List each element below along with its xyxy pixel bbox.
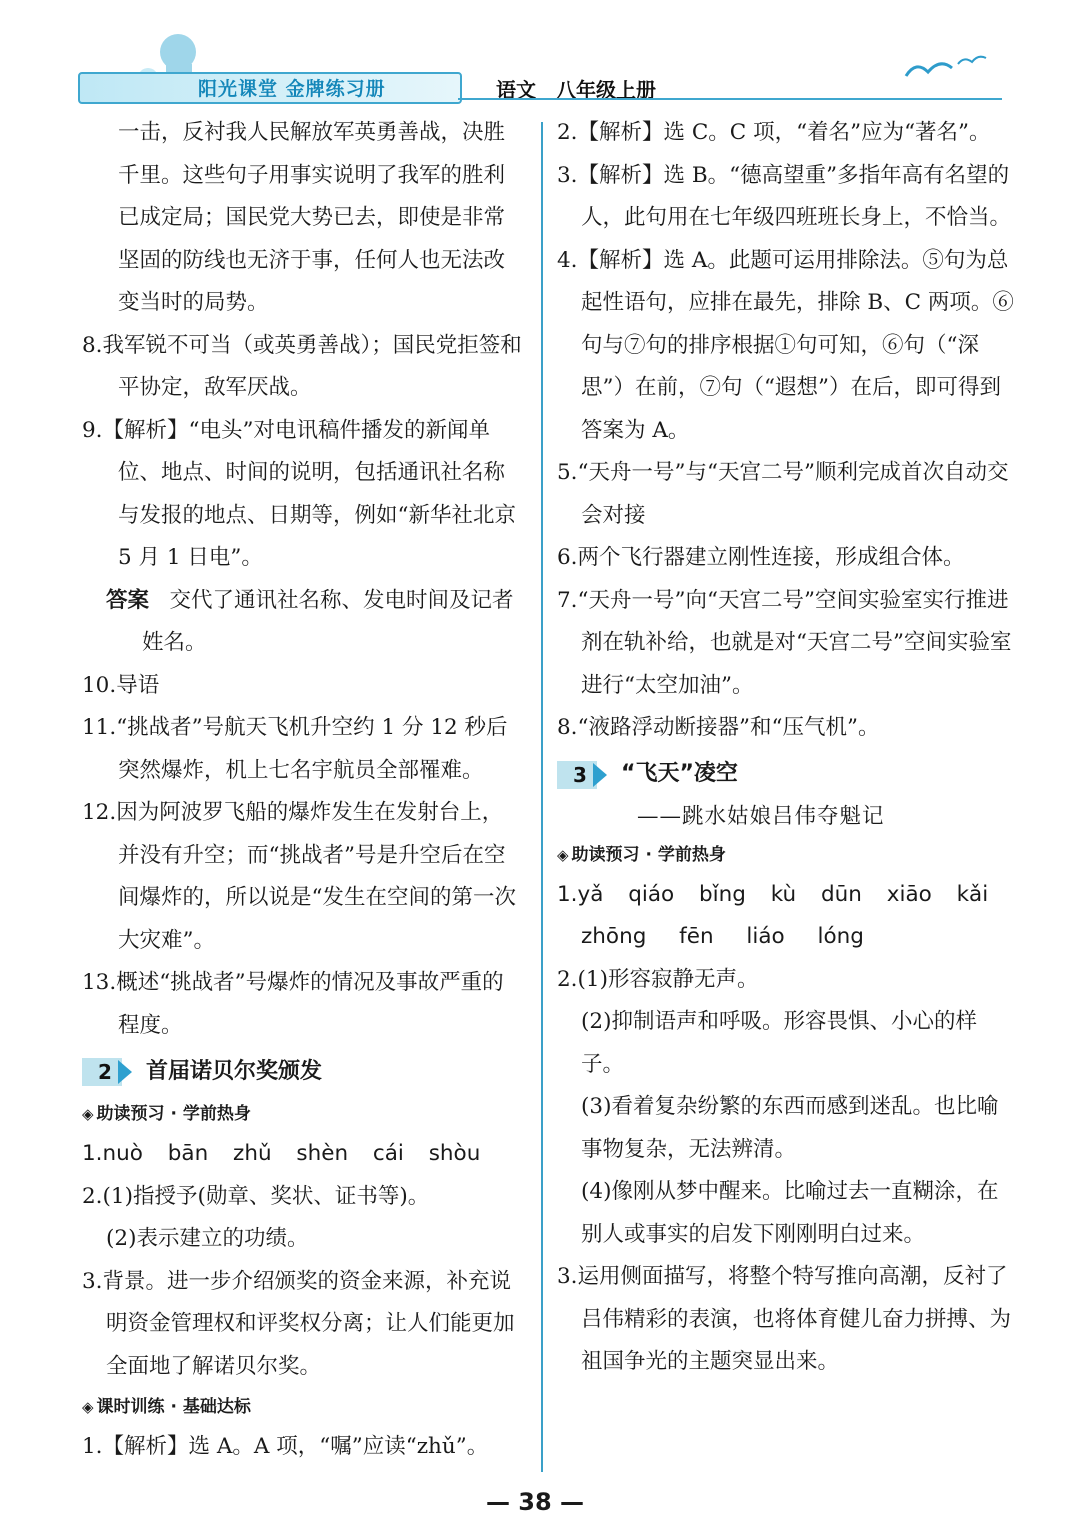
subheading-preview xyxy=(557,836,1017,874)
grade-label: 八年级上册 xyxy=(556,78,656,102)
training-answer-7: 7.“天舟一号”向“天宫二号”空间实验室实行推进剂在轨补给，也就是对“天宫二号”空间实验室进行“太空加油”。 xyxy=(557,587,1012,698)
pinyin-answer: 1.nuò bān zhǔ shèn cái shòu xyxy=(82,1141,481,1166)
subheading-training xyxy=(82,1388,522,1426)
answer-9: 9.【解析】“电头”对电讯稿件播发的新闻单位、地点、时间的说明，包括通讯社名称与发报的地点、日期等，例如“新华社北京 5 月 1 日电”。 xyxy=(82,417,516,570)
subheading-text: 课时训练 · 基础达标 xyxy=(96,1397,251,1417)
section-number: 2 xyxy=(98,1060,112,1084)
training-answer-3: 3.【解析】选 B。“德高望重”多指年高有名望的人，此句用在七年级四班班长身上，不恰当。 xyxy=(557,162,1012,230)
answer-7-continuation: 一击，反衬我人民解放军英勇善战，决胜千里。这些句子用事实说明了我军的胜利已成定局；国民党大势已去，即使是非常坚固的防线也无济于事，任何人也无法改变当时的局势。 xyxy=(118,120,506,315)
answer-10: 10.导语 xyxy=(82,672,160,698)
subject-label: 语文 xyxy=(496,78,536,102)
answer-3: 3.运用侧面描写，将整个特写推向高潮，反衬了吕伟精彩的表演，也将体育健儿奋力拼搏、为祖国争光的主题突显出来。 xyxy=(557,1264,1012,1374)
diamond-bullet-icon: ◈ xyxy=(82,1105,94,1123)
diamond-bullet-icon: ◈ xyxy=(557,845,569,864)
section-subtitle: ——跳水姑娘吕伟夺魁记 xyxy=(637,803,885,829)
series-title: 阳光课堂 金牌练习册 xyxy=(198,78,386,100)
section-arrow-icon xyxy=(557,761,615,789)
training-answer-2: 2.【解析】选 C。C 项，“着名”应为“著名”。 xyxy=(557,120,991,145)
section-arrow-icon xyxy=(82,1058,140,1086)
answer-8: 8.我军锐不可当（或英勇善战）；国民党拒签和平协定，敌军厌战。 xyxy=(82,332,522,400)
answer-9-text: 交代了通讯社名称、发电时间及记者姓名。 xyxy=(142,587,514,655)
training-answer-5: 5.“天舟一号”与“天宫二号”顺利完成首次自动交会对接 xyxy=(557,460,1009,528)
training-answer-6: 6.两个飞行器建立刚性连接，形成组合体。 xyxy=(557,545,965,570)
training-answer-8: 8.“液路浮动断接器”和“压气机”。 xyxy=(557,715,880,740)
section-2-heading xyxy=(82,1049,522,1095)
diamond-bullet-icon: ◈ xyxy=(82,1398,94,1416)
right-column xyxy=(557,112,1017,1384)
subheading-text: 助读预习 · 学前热身 xyxy=(571,844,726,865)
answer-2-2: (2)抑制语声和呼吸。形容畏惧、小心的样子。 xyxy=(581,1009,977,1077)
section-3-heading xyxy=(557,752,1017,798)
answer-11: 11.“挑战者”号航天飞机升空约 1 分 12 秒后突然爆炸，机上七名宇航员全部罹难。 xyxy=(82,715,508,783)
section-title: “飞天”凌空 xyxy=(621,761,738,787)
pinyin-answer-line1: 1.yǎ qiáo bǐng kù dūn xiāo kǎi xyxy=(557,881,989,907)
answer-12: 12.因为阿波罗飞船的爆炸发生在发射台上，并没有升空；而“挑战者”号是升空后在空间爆炸的，所以说是“发生在空间的第一次大灾难”。 xyxy=(82,800,516,953)
subheading-preview xyxy=(82,1095,522,1133)
answer-tag: 答案 xyxy=(106,587,150,613)
answer-13: 13.概述“挑战者”号爆炸的情况及事故严重的程度。 xyxy=(82,970,504,1038)
pinyin-answer-line2: zhōng fēn liáo lóng xyxy=(581,924,864,949)
answer-3: 3.背景。进一步介绍颁奖的资金来源，补充说明资金管理权和评奖权分离；让人们能更加全面地了解诺贝尔奖。 xyxy=(82,1268,515,1379)
training-answer-4: 4.【解析】选 A。此题可运用排除法。⑤句为总起性语句，应排在最先，排除 B、C 两项。⑥句与⑦句的排序根据①句可知，⑥句（“深思”）在前，⑦句（“遐想”）在后，即可得到答案为 A。 xyxy=(557,247,1014,443)
page-header xyxy=(78,68,1002,102)
seagull-icon xyxy=(888,46,998,86)
section-title: 首届诺贝尔奖颁发 xyxy=(146,1058,323,1084)
page-number: — 38 — xyxy=(485,1488,585,1516)
training-answer-1: 1.【解析】选 A。A 项，“嘱”应读“zhǔ”。 xyxy=(82,1434,489,1459)
left-column xyxy=(82,112,522,1469)
answer-2-2: (2)表示建立的功绩。 xyxy=(106,1226,309,1251)
section-number: 3 xyxy=(573,762,587,787)
answer-2-4: (4)像刚从梦中醒来。比喻过去一直糊涂，在别人或事实的启发下刚刚明白过来。 xyxy=(581,1179,999,1247)
answer-9-final xyxy=(82,580,522,665)
header-rule xyxy=(458,98,1002,100)
subheading-text: 助读预习 · 学前热身 xyxy=(96,1104,251,1124)
answer-2-3: (3)看着复杂纷繁的东西而感到迷乱。也比喻事物复杂，无法辨清。 xyxy=(581,1094,999,1162)
column-divider xyxy=(541,122,543,1472)
answer-2-1: 2.(1)指授予(勋章、奖状、证书等)。 xyxy=(82,1183,430,1209)
answer-2-1: 2.(1)形容寂静无声。 xyxy=(557,966,759,992)
